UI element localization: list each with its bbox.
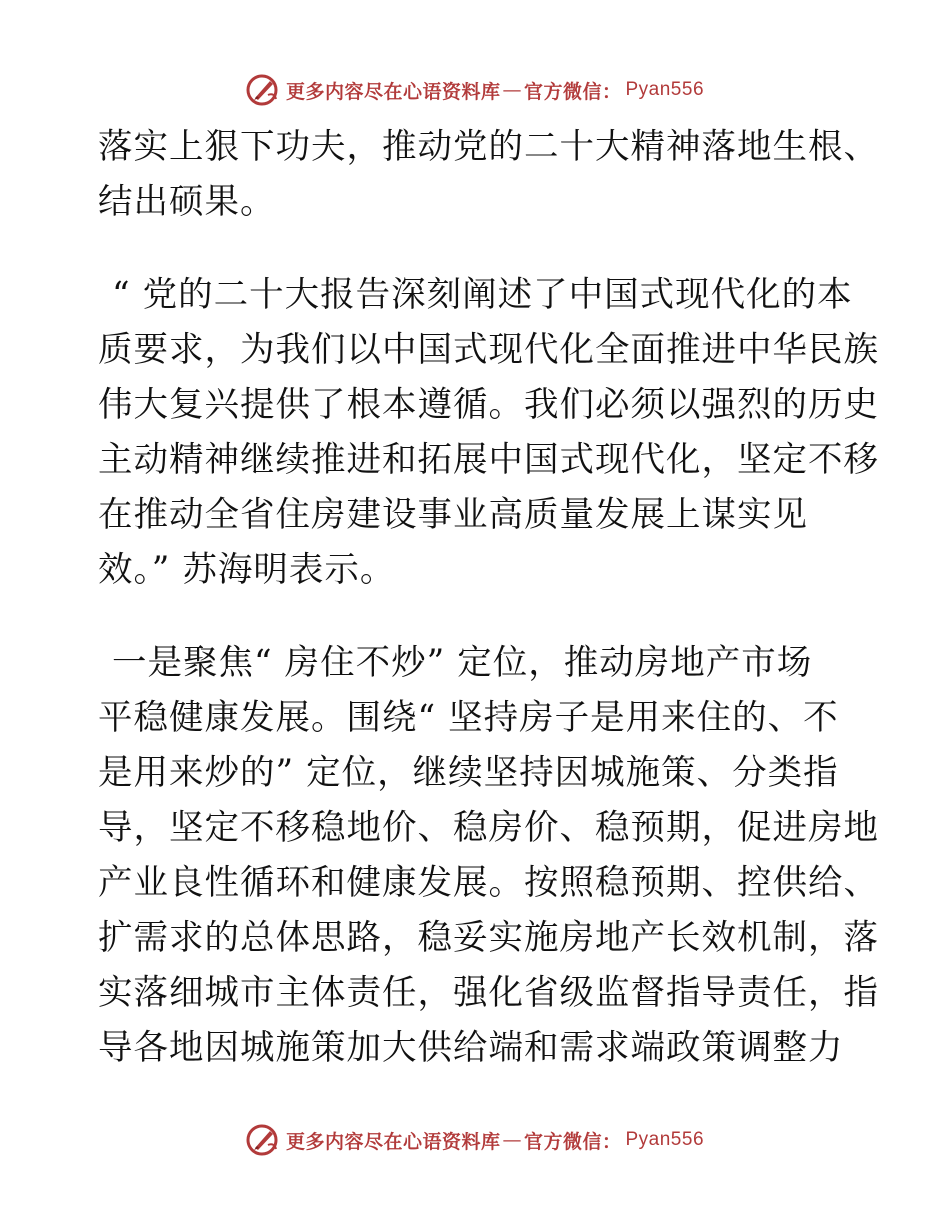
document-body bbox=[98, 120, 879, 1076]
paragraph-3 bbox=[98, 636, 879, 1076]
text-line: 落实上狠下功夫，推动党的二十大精神落地生根、 bbox=[98, 127, 879, 167]
watermark-wechat-id: Pyan556 bbox=[625, 79, 705, 100]
text-line: 主动精神继续推进和拓展中国式现代化，坚定不移 bbox=[98, 440, 879, 480]
watermark-site-name: 更多内容尽在心语资料库 bbox=[285, 1130, 501, 1153]
quill-logo-icon bbox=[246, 73, 280, 107]
text-line: 伟大复兴提供了根本遵循。我们必须以强烈的历史 bbox=[98, 385, 879, 425]
text-line: 平稳健康发展。围绕“ 坚持房子是用来住的、不 bbox=[98, 698, 839, 738]
watermark-wechat-label: 官方微信： bbox=[523, 1130, 622, 1153]
text-line: 是用来炒的” 定位，继续坚持因城施策、分类指 bbox=[98, 753, 839, 793]
text-line: 扩需求的总体思路，稳妥实施房地产长效机制，落 bbox=[98, 918, 879, 958]
paragraph-2 bbox=[98, 268, 879, 598]
text-line: 一是聚焦“ 房住不炒” 定位，推动房地产市场 bbox=[112, 643, 813, 683]
header-watermark-banner bbox=[0, 72, 950, 108]
text-line: 在推动全省住房建设事业高质量发展上谋实见 bbox=[98, 495, 808, 535]
watermark-wechat-label: 官方微信： bbox=[523, 80, 622, 103]
text-line: 产业良性循环和健康发展。按照稳预期、控供给、 bbox=[98, 863, 879, 903]
footer-watermark-banner bbox=[0, 1122, 950, 1158]
watermark-wechat-id: Pyan556 bbox=[625, 1129, 705, 1150]
paragraph-1 bbox=[98, 120, 879, 230]
watermark-separator: — bbox=[502, 1129, 522, 1151]
text-line: 结出硕果。 bbox=[98, 182, 276, 222]
text-line: 实落细城市主体责任，强化省级监督指导责任，指 bbox=[98, 973, 879, 1013]
text-line: 效。” 苏海明表示。 bbox=[98, 550, 396, 590]
watermark-site-name: 更多内容尽在心语资料库 bbox=[285, 80, 501, 103]
text-line: 质要求，为我们以中国式现代化全面推进中华民族 bbox=[98, 330, 879, 370]
text-line: 导各地因城施策加大供给端和需求端政策调整力 bbox=[98, 1028, 844, 1068]
quill-logo-icon bbox=[246, 1123, 280, 1157]
watermark-separator: — bbox=[502, 79, 522, 101]
text-line: “ 党的二十大报告深刻阐述了中国式现代化的本 bbox=[112, 275, 853, 315]
text-line: 导，坚定不移稳地价、稳房价、稳预期，促进房地 bbox=[98, 808, 879, 848]
